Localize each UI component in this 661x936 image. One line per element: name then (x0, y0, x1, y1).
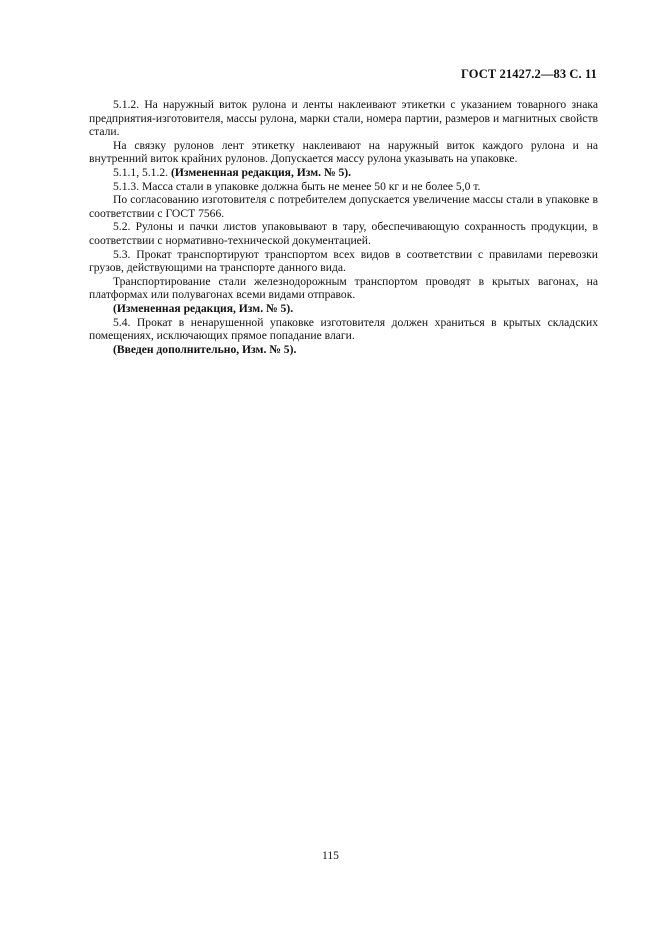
paragraph-amendment-5-1-1 (89, 166, 598, 180)
paragraph-5-4: 5.4. Прокат в ненарушенной упаковке изготовителя должен храниться в крытых складских помещениях, исключающих прямое попадание влаги. (89, 315, 598, 343)
amendment-note: (Измененная редакция, Изм. № 5). (170, 165, 352, 179)
paragraph-label-bundle: На связку рулонов лент этикетку наклеивают на наружный виток каждого рулона и на внутренний виток крайних рулонов. Допускается массу рулона указывать на упаковке. (89, 138, 598, 166)
paragraph-5-3: 5.3. Прокат транспортируют транспортом всех видов в соответствии с правилами перевозки грузов, действующими на транспорте данного вида. (89, 247, 598, 275)
paragraph-5-2: 5.2. Рулоны и пачки листов упаковывают в тару, обеспечивающую сохранность продукции, в соответствии с нормативно-технической документацией. (89, 220, 598, 247)
page-number: 115 (322, 849, 339, 862)
paragraph-mass-agreement: По согласованию изготовителя с потребителем допускается увеличение массы стали в упаковке в соответствии с ГОСТ 7566. (89, 193, 598, 220)
paragraph-rail-transport: Транспортирование стали железнодорожным транспортом проводят в крытых вагонах, на платформах или полувагонах всеми видами отправок. (89, 274, 598, 302)
paragraph-5-1-3: 5.1.3. Масса стали в упаковке должна быть не менее 50 кг и не более 5,0 т. (113, 179, 481, 193)
page-header: ГОСТ 21427.2—83 С. 11 (461, 67, 597, 81)
amendment-clauses: 5.1.1, 5.1.2. (113, 165, 171, 179)
amendment-note: (Измененная редакция, Изм. № 5). (113, 301, 294, 315)
document-body (89, 98, 598, 356)
paragraph-5-1-2: 5.1.2. На наружный виток рулона и ленты наклеивают этикетки с указанием товарного знака предприятия-изготовителя, массы рулона, марки стали, номера партии, размеров и магнитных свойств стали. (89, 98, 598, 139)
addition-note: (Введен дополнительно, Изм. № 5). (113, 342, 297, 356)
